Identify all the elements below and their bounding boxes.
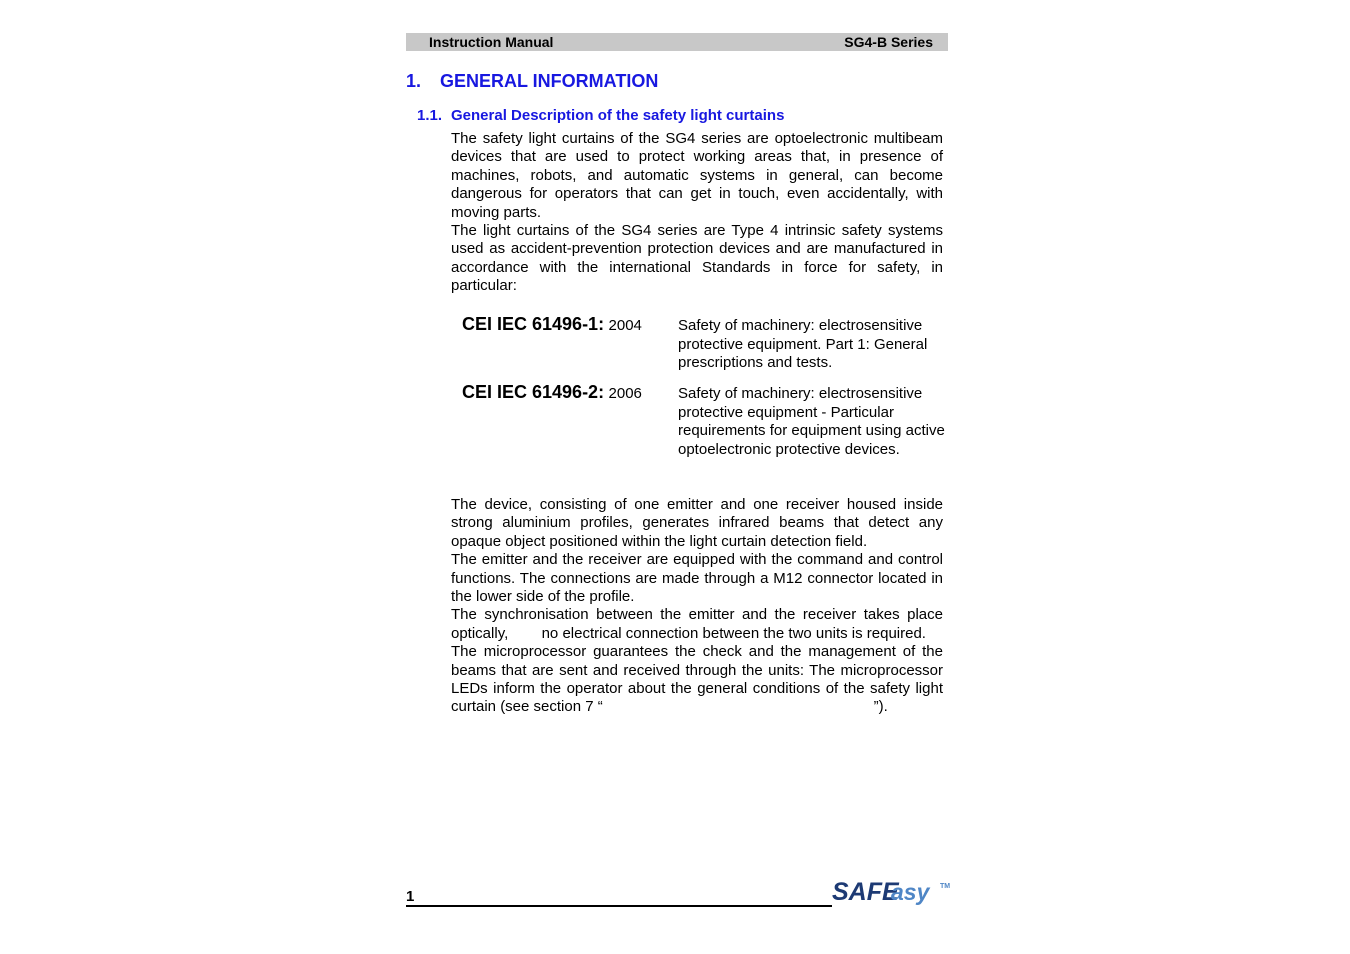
section-number: 1.: [406, 71, 422, 91]
standard-code: [462, 382, 642, 403]
subsection-title: General Description of the safety light curtains: [451, 107, 785, 124]
safeasy-logo: [832, 876, 952, 908]
standard-code-text: CEI IEC 61496-2:: [462, 382, 605, 402]
paragraph: The synchronisation between the emitter and the receiver takes place optically, no electrical connection between the two units is required.: [451, 606, 943, 642]
detail-text: [451, 496, 943, 717]
standard-code-text: CEI IEC 61496-1:: [462, 314, 605, 334]
standard-description: Safety of machinery: electrosensitive protective equipment. Part 1: General prescriptions and tests.: [678, 317, 928, 372]
footer-rule: [406, 905, 832, 907]
paragraph: The emitter and the receiver are equipped with the command and control functions. The connections are made through a M12 connector located in the lower side of the profile.: [451, 551, 943, 606]
paragraph: The light curtains of the SG4 series are Type 4 intrinsic safety systems used as accident-prevention protection devices and are manufactured in accordance with the international Standards in force for safety, in particular:: [451, 222, 943, 295]
logo-tm-text: TM: [940, 883, 951, 890]
subsection-heading: [417, 106, 784, 125]
subsection-number: 1.1.: [417, 107, 443, 124]
paragraph: The device, consisting of one emitter and one receiver housed inside strong aluminium profiles, generates infrared beams that detect any opaque object positioned within the light curtain detection field.: [451, 496, 943, 550]
standard-code: [462, 314, 642, 335]
logo-safe-text: SAFE: [832, 878, 899, 906]
section-title: GENERAL INFORMATION: [440, 71, 659, 91]
header-title: Instruction Manual: [429, 34, 554, 50]
logo-asy-text: asy: [891, 879, 930, 905]
intro-text: [451, 130, 943, 296]
paragraph: The safety light curtains of the SG4 series are optoelectronic multibeam devices that are used to protect working areas that, in presence of machines, robots, and automatic systems in general, can become dangerous for operators that can get in touch, even accidentally, with moving parts.: [451, 130, 943, 221]
paragraph: The microprocessor guarantees the check and the management of the beams that are sent and received through the units: The microprocessor LEDs inform the operator about the general conditions of the safety light curtain (see section 7 “ ”).: [451, 643, 943, 716]
standard-year: 2004: [608, 317, 642, 334]
header-series: SG4-B Series: [844, 34, 933, 50]
standard-year: 2006: [608, 385, 642, 402]
standard-description: Safety of machinery: electrosensitive protective equipment - Particular requirements for equipment using active optoelectronic protective devices.: [678, 385, 945, 458]
page-header: [406, 33, 948, 51]
section-heading: [406, 70, 658, 92]
page-number: 1: [406, 888, 415, 905]
